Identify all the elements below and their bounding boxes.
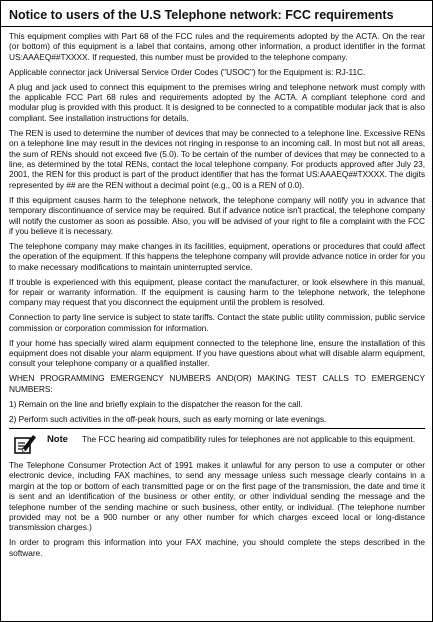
paragraph-facility-changes: The telephone company may make changes in its facilities, equipment, operations or procedures that could affect the operation of the equipment. If this happens the telephone company will provide advance notice in order for you to make necessary modifications to maintain uninterrupted service.	[9, 240, 425, 272]
paragraph-party-line: Connection to party line service is subject to state tariffs. Contact the state public utility commission, public service commission or corporation commission for information.	[9, 312, 425, 333]
note-text: The FCC hearing aid compatibility rules for telephones are not applicable to this equipment.	[81, 434, 415, 445]
paragraph-alarm: If your home has specially wired alarm equipment connected to the telephone line, ensure the installation of this equipment does not disable your alarm equipment. If you have questions about what will disable alarm equipment, consult your telephone company or a qualified installer.	[9, 337, 425, 369]
note-box	[9, 434, 425, 455]
note-divider	[9, 428, 425, 429]
paragraph-tcpa: The Telephone Consumer Protection Act of 1991 makes it unlawful for any person to use a computer or other electronic device, including FAX machines, to send any message unless such message clearly contains in a margin at the top or bottom of each transmitted page or on the first page of the transmission, the date and time it is sent and an identification of the business or other entity, or other individual sending the message and the telephone number of the sending machine or such business, other entity, or individual. (The telephone number provided may not be a 900 number or any other number for which charges exceed local or long-distance transmission charges.)	[9, 459, 425, 533]
emergency-step-2: 2) Perform such activities in the off-peak hours, such as early morning or late evenings.	[9, 413, 327, 424]
note-text-block	[47, 434, 425, 445]
paragraph-ren: The REN is used to determine the number of devices that may be connected to a telephone line. Excessive RENs on a telephone line may result in the devices not ringing in response to an incoming call. In most but not all areas, the sum of RENs should not exceed five (5.0). To be certain of the number of devices that may be connected to a line, as determined by the total RENs, contact the local telephone company. For products approved after July 23, 2001, the REN for this product is part of the product identifier that has the format US:AAAEQ##TXXXX. The digits represented by ## are the REN without a decimal point (e.g., 00 is a REN of 0.0).	[9, 127, 425, 190]
paragraph-plug-jack: A plug and jack used to connect this equipment to the premises wiring and telephone network must comply with the applicable FCC Part 68 rules and requirements adopted by the ACTA. A compliant telephone cord and modular plug is provided with this product. It is designed to be connected to a compatible modular jack that is also compliant. See installation instructions for details.	[9, 81, 425, 123]
paragraph-emergency-heading: WHEN PROGRAMMING EMERGENCY NUMBERS AND(OR) MAKING TEST CALLS TO EMERGENCY NUMBERS:	[9, 373, 425, 394]
paragraph-harm: If this equipment causes harm to the telephone network, the telephone company will notify you in advance that temporary discontinuance of service may be required. But if advance notice isn't practical, the telephone company will notify the customer as soon as possible. Also, you will be advised of your right to file a complaint with the FCC if you believe it is necessary.	[9, 194, 425, 236]
paragraph-trouble: If trouble is experienced with this equipment, please contact the manufacturer, or look elsewhere in this manual, for repair or warranty information. If the equipment is causing harm to the telephone network, the telephone company may request that you disconnect the equipment until the problem is resolved.	[9, 276, 425, 308]
paragraph-fax-programming: In order to program this information into your FAX machine, you should complete the steps described in the software.	[9, 537, 425, 558]
note-label: Note	[47, 434, 68, 446]
emergency-step-1: 1) Remain on the line and briefly explain to the dispatcher the reason for the call.	[9, 398, 303, 409]
pencil-note-icon	[13, 433, 37, 455]
notice-body	[1, 27, 432, 558]
page-title: Notice to users of the U.S Telephone network: FCC requirements	[1, 1, 432, 27]
paragraph-usoc: Applicable connector jack Universal Service Order Codes ("USOC") for the Equipment is: RJ-11C.	[9, 66, 366, 77]
paragraph-compliance: This equipment complies with Part 68 of the FCC rules and the requirements adopted by the ACTA. On the rear (or bottom) of this equipment is a label that contains, among other information, a product identifier in the format US:AAAEQ##TXXXX. If requested, this number must be provided to the telephone company.	[9, 31, 425, 62]
